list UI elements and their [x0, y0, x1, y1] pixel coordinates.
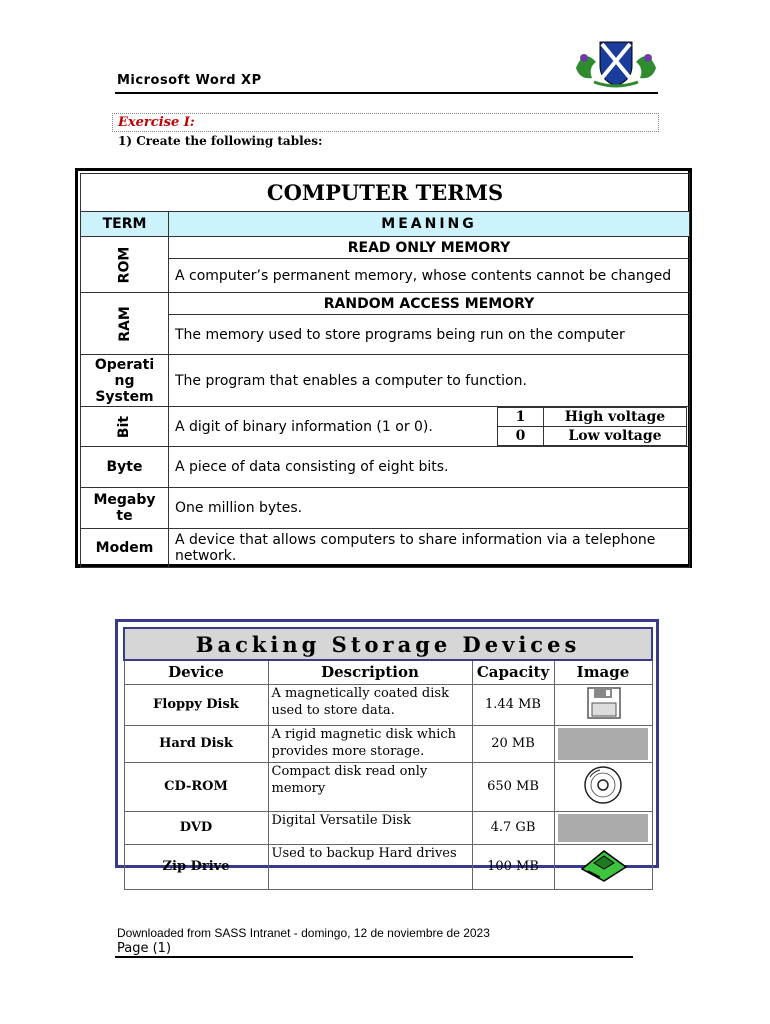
- dvd-image-placeholder: [558, 814, 648, 842]
- description-cd-rom: Compact disk read only memory: [268, 762, 472, 811]
- image-hard-disk: [554, 725, 652, 762]
- term-operating-system: Operati ng System: [81, 355, 169, 407]
- column-header-meaning: MEANING: [169, 212, 690, 237]
- device-hard-disk: Hard Disk: [124, 725, 268, 762]
- rom-heading: READ ONLY MEMORY: [169, 237, 690, 259]
- modem-meaning: A device that allows computers to share information via a telephone network.: [169, 529, 690, 568]
- image-floppy-disk: [554, 684, 652, 725]
- table-row: [124, 762, 652, 811]
- description-dvd: Digital Versatile Disk: [268, 811, 472, 844]
- capacity-floppy-disk: 1.44 MB: [472, 684, 554, 725]
- table-row: [124, 844, 652, 889]
- computer-terms-table-frame: [75, 168, 692, 568]
- floppy-disk-icon: [560, 687, 646, 719]
- bit-digit-0: 0: [498, 427, 544, 446]
- footer-rule: [115, 956, 633, 958]
- capacity-dvd: 4.7 GB: [472, 811, 554, 844]
- operating-system-meaning: The program that enables a computer to function.: [169, 355, 690, 407]
- column-header-device: Device: [124, 660, 268, 684]
- term-byte: Byte: [81, 447, 169, 488]
- backing-storage-table-frame: [115, 619, 659, 874]
- term-rom-label: ROM: [116, 246, 133, 283]
- description-hard-disk: A rigid magnetic disk which provides more storage.: [268, 725, 472, 762]
- description-floppy-disk: A magnetically coated disk used to store data.: [268, 684, 472, 725]
- school-crest-icon: [570, 38, 662, 90]
- download-note: Downloaded from SASS Intranet - domingo, 12 de noviembre de 2023: [117, 926, 490, 940]
- byte-meaning: A piece of data consisting of eight bits.: [169, 447, 690, 488]
- term-modem: Modem: [81, 529, 169, 568]
- ram-meaning: The memory used to store programs being run on the computer: [169, 315, 690, 355]
- image-dvd: [554, 811, 652, 844]
- image-zip-drive: [554, 844, 652, 889]
- hard-disk-image-placeholder: [558, 728, 648, 760]
- bit-digit-1: 1: [498, 408, 544, 427]
- column-header-term: TERM: [81, 212, 169, 237]
- bit-values-table: [497, 407, 687, 446]
- bit-meaning-cell: [169, 407, 690, 447]
- bit-values-cell: [497, 407, 689, 446]
- document-header-title: Microsoft Word XP: [117, 73, 262, 88]
- backing-storage-table: [123, 627, 653, 890]
- capacity-zip-drive: 100 MB: [472, 844, 554, 889]
- table-row: [124, 811, 652, 844]
- image-cd-rom: [554, 762, 652, 811]
- column-header-image: Image: [554, 660, 652, 684]
- capacity-cd-rom: 650 MB: [472, 762, 554, 811]
- term-ram-label: RAM: [116, 305, 133, 342]
- megabyte-meaning: One million bytes.: [169, 488, 690, 529]
- bit-label-high: High voltage: [544, 408, 687, 427]
- header-rule: [115, 92, 658, 94]
- cd-icon: [560, 765, 646, 805]
- bit-meaning-layout: [169, 407, 689, 446]
- term-megabyte: Megaby te: [81, 488, 169, 529]
- device-floppy-disk: Floppy Disk: [124, 684, 268, 725]
- column-header-description: Description: [268, 660, 472, 684]
- capacity-hard-disk: 20 MB: [472, 725, 554, 762]
- computer-terms-title: COMPUTER TERMS: [81, 174, 690, 212]
- device-zip-drive: Zip Drive: [124, 844, 268, 889]
- table-row: [124, 684, 652, 725]
- device-cd-rom: CD-ROM: [124, 762, 268, 811]
- description-zip-drive: Used to backup Hard drives: [268, 844, 472, 889]
- exercise-label: Exercise I:: [118, 115, 195, 130]
- bit-meaning: A digit of binary information (1 or 0).: [175, 418, 433, 435]
- column-header-capacity: Capacity: [472, 660, 554, 684]
- table-row: [124, 725, 652, 762]
- zip-disk-icon: [560, 847, 646, 883]
- ram-heading: RANDOM ACCESS MEMORY: [169, 293, 690, 315]
- rom-meaning: A computer’s permanent memory, whose contents cannot be changed: [169, 259, 690, 293]
- term-bit: [81, 407, 169, 447]
- term-rom: [81, 237, 169, 293]
- exercise-instruction: 1) Create the following tables:: [118, 134, 323, 148]
- term-bit-label: Bit: [116, 415, 133, 438]
- computer-terms-table: [80, 173, 690, 568]
- page-number: Page (1): [117, 941, 172, 956]
- term-ram: [81, 293, 169, 355]
- backing-storage-title: Backing Storage Devices: [124, 628, 652, 660]
- bit-label-low: Low voltage: [544, 427, 687, 446]
- device-dvd: DVD: [124, 811, 268, 844]
